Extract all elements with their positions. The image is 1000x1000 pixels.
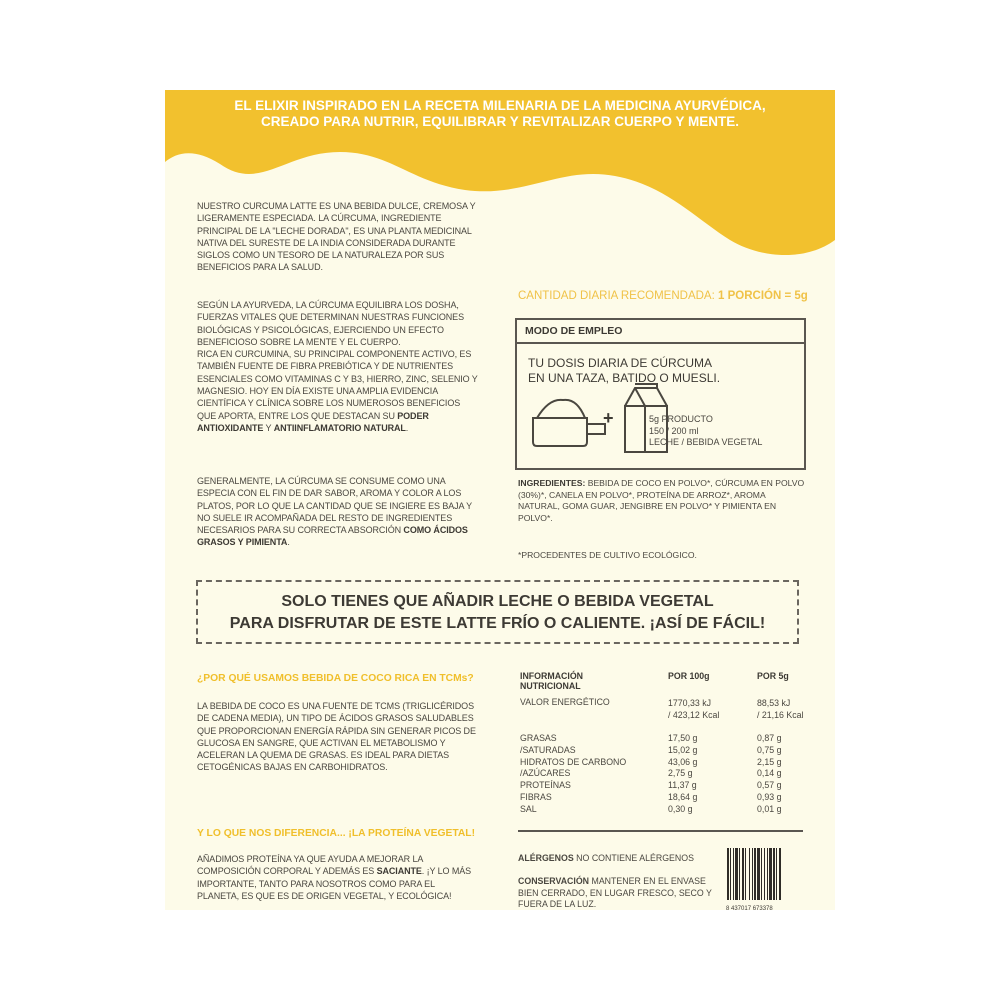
intro-paragraph-1: NUESTRO CURCUMA LATTE ES UNA BEBIDA DULCE, CREMOSA Y LIGERAMENTE ESPECIADA. LA CÚRCUMA, INGREDIENTE PRINCIPAL DE LA "LECHE DORADA", ES UNA PLANTA MEDICINAL NATIVA DEL SURESTE DE LA INDIA CONSIDERADA DURANTE SIGLOS COMO UN TESORO DE LA NATURALEZA POR SUS BENEFICIOS PARA LA SALUD. [197, 201, 476, 273]
header-line-2: CREADO PARA NUTRIR, EQUILIBRAR Y REVITALIZAR CUERPO Y MENTE. [260, 114, 740, 129]
highlight-acidos: COMO ÁCIDOS GRASOS Y PIMIENTA [197, 525, 468, 548]
recommended-dose [518, 290, 808, 302]
nutrient-per-100: 17,50 g [668, 733, 698, 743]
coco-title: ¿POR QUÉ USAMOS BEBIDA DE COCO RICA EN TCMs? [197, 673, 474, 684]
barcode-bars [726, 848, 803, 900]
recommended-label: CANTIDAD DIARIA RECOMENDADA: [518, 290, 718, 302]
barcode-number: 8 437017 673378 [726, 906, 773, 910]
nutrient-per-100: 2,75 g [668, 768, 693, 779]
ingredients-text: BEBIDA DE COCO EN POLVO*, CÚRCUMA EN POLVO (30%)*, CANELA EN POLVO*, PROTEÍNA DE ARROZ*, AROMA NATURAL, GOMA GUAR, JENGIBRE EN POLVO* Y PIMIENTA EN POLVO*. [518, 478, 805, 523]
product-label-panel [165, 90, 835, 910]
nutrient-per-5: 0,87 g [757, 733, 782, 743]
nutrient-label: HIDRATOS DE CARBONO [520, 756, 627, 767]
header-headline [165, 98, 835, 130]
modo-line-2: EN UNA TAZA, BATIDO O MUESLI. [528, 371, 721, 385]
nutrition-row [520, 745, 805, 757]
nutrition-header [520, 671, 805, 697]
intro-text-2 [197, 299, 479, 434]
energy-per-100 [668, 697, 719, 721]
nutrient-per-5: 0,93 g [757, 791, 782, 802]
intro-paragraph-3 [197, 348, 479, 434]
intro-p4-text: GENERALMENTE, LA CÚRCUMA SE CONSUME COMO UNA ESPECIA CON EL FIN DE DAR SABOR, AROMA Y COLOR A LOS PLATOS, POR LO QUE LA CANTIDAD QUE SE INGIERE ES BAJA Y NO SUELE IR ACOMPAÑADA DEL RESTO DE INGREDIENTES NECESARIOS PARA SU CORRECTA ABSORCIÓN [197, 476, 472, 536]
col-per-100g: POR 100g [668, 671, 710, 681]
intro-p3-end: . [405, 422, 409, 433]
ingredients [518, 478, 808, 524]
banner-line-2: PARA DISFRUTAR DE ESTE LATTE FRÍO O CALIENTE. ¡ASÍ DE FÁCIL! [229, 615, 766, 632]
energy-per-5 [757, 697, 803, 721]
nutrition-row [520, 792, 805, 804]
conservation [518, 876, 718, 910]
intro-p3-text: RICA EN CURCUMINA, SU PRINCIPAL COMPONENTE ACTIVO, ES TAMBIÉN FUENTE DE FIBRA PREBIÓTICA Y DE NUTRIENTES ESENCIALES COMO VITAMINAS C Y B3, HIERRO, ZINC, SELENIO Y MAGNESIO. HOY EN DÍA EXISTE UNA AMPLIA EVIDENCIA CIENTÍFICA Y CLÍNICA SOBRE LOS NUMEROSOS BENEFICIOS QUE APORTA, ENTRE LOS QUE DESTACAN SU [197, 349, 478, 421]
intro-p3-connector: Y [263, 422, 274, 433]
ingredients-label: INGREDIENTES: [518, 478, 586, 488]
product-quantities [649, 414, 762, 449]
allergens [518, 853, 694, 863]
coco-text: LA BEBIDA DE COCO ES UNA FUENTE DE TCMS (TRIGLICÉRIDOS DE CADENA MEDIA), UN TIPO DE ÁCIDOS GRASOS SALUDABLES QUE PROPORCIONAN ENERGÍA RÁPIDA SIN GENERAR PICOS DE GLUCOSA EN SANGRE, QUE ACTIVAN EL METABOLISMO Y ACELERAN LA QUEMA DE GRASAS. ES IDEAL PARA DIETAS CETOGÉNICAS BAJAS EN CARBOHIDRATOS. [197, 701, 476, 773]
highlight-antiinflamatorio: ANTIINFLAMATORIO NATURAL [273, 422, 406, 433]
nutrition-row [520, 757, 805, 769]
product-qty-1: 5g PRODUCTO [649, 414, 713, 424]
diferencia-text-c: . ¡Y LO MÁS IMPORTANTE, TANTO PARA NOSOTROS COMO PARA EL PLANETA, ES QUE ES DE ORIGEN VEGETAL, Y ECOLÓGICA! [197, 866, 472, 901]
highlight-saciante: SACIANTE [376, 866, 422, 877]
nutrient-per-100: 15,02 g [668, 744, 698, 755]
banner-line-1: SOLO TIENES QUE AÑADIR LECHE O BEBIDA VEGETAL [281, 593, 714, 610]
nutrient-label: SAL [520, 803, 537, 814]
scoop-icon [529, 390, 609, 450]
plus-sign: + [603, 408, 614, 428]
diferencia-text-a: AÑADIMOS PROTEÍNA YA QUE AYUDA A MEJORAR LA COMPOSICIÓN CORPORAL Y ADEMÁS ES [197, 854, 423, 877]
nutrient-per-100: 43,06 g [668, 756, 698, 767]
highlight-antioxidante: PODER ANTIOXIDANTE [197, 410, 429, 433]
modo-line-1: TU DOSIS DIARIA DE CÚRCUMA [528, 356, 713, 370]
nutrient-per-100: 0,30 g [668, 803, 693, 814]
modo-title: MODO DE EMPLEO [517, 320, 804, 344]
nutrient-label: PROTEÍNAS [520, 780, 571, 791]
barcode [726, 848, 803, 910]
nutrient-per-5: 0,01 g [757, 803, 782, 814]
nutrition-row [520, 733, 805, 745]
ingredients-note: *PROCEDENTES DE CULTIVO ECOLÓGICO. [518, 550, 697, 560]
nutrient-per-5: 0,75 g [757, 744, 782, 755]
allergens-label: ALÉRGENOS [518, 853, 574, 863]
intro-paragraph-4 [197, 475, 479, 549]
nutrition-header-label [520, 671, 583, 691]
intro-text-4 [197, 475, 479, 549]
energy-row [520, 697, 805, 733]
energy-100-kcal: / 423,12 Kcal [668, 710, 720, 720]
modo-de-empleo-box [515, 318, 806, 470]
nutrition-header-line-1: INFORMACIÓN [520, 671, 584, 681]
nutrition-row [520, 768, 805, 780]
energy-100-kj: 1770,33 kJ [668, 698, 712, 708]
energy-label: VALOR ENERGÉTICO [520, 697, 610, 707]
col-per-5g: POR 5g [757, 671, 789, 681]
nutrition-row [520, 804, 805, 816]
nutrition-divider [518, 830, 803, 832]
nutrient-per-5: 2,15 g [757, 756, 782, 767]
intro-text [197, 200, 479, 274]
product-qty-3: LECHE / BEBIDA VEGETAL [649, 437, 763, 447]
intro-p4-end: . [287, 537, 290, 548]
nutrient-label: /AZÚCARES [520, 768, 571, 779]
nutrient-per-100: 18,64 g [668, 791, 698, 802]
nutrient-per-5: 0,57 g [757, 780, 782, 791]
dashed-banner [196, 580, 799, 644]
nutrition-table [520, 671, 805, 816]
intro-paragraph-2: SEGÚN LA AYURVEDA, LA CÚRCUMA EQUILIBRA LOS DOSHA, FUERZAS VITALES QUE DETERMINAN NUESTRAS FUNCIONES BIOLÓGICAS Y PSICOLÓGICAS, EJERCIENDO UN EFECTO BENEFICIOSO SOBRE LA MENTE Y EL CUERPO. [197, 300, 464, 347]
nutrient-per-5: 0,14 g [757, 768, 782, 779]
nutrition-row [520, 780, 805, 792]
nutrient-label: GRASAS [520, 733, 557, 743]
nutrient-label: FIBRAS [520, 791, 552, 802]
nutrient-per-100: 11,37 g [668, 780, 697, 791]
conservation-text: MANTENER EN EL ENVASE BIEN CERRADO, EN LUGAR FRESCO, SECO Y FUERA DE LA LUZ. [518, 876, 712, 909]
product-qty-2: 150 / 200 ml [649, 425, 699, 436]
nutrition-rows [520, 733, 805, 816]
diferencia-title: Y LO QUE NOS DIFERENCIA... ¡LA PROTEÍNA VEGETAL! [197, 828, 476, 839]
nutrient-label: /SATURADAS [520, 744, 576, 755]
allergens-text: NO CONTIENE ALÉRGENOS [573, 853, 694, 863]
energy-5-kj: 88,53 kJ [757, 698, 791, 708]
nutrition-header-line-2: NUTRICIONAL [520, 681, 581, 691]
header-line-1: EL ELIXIR INSPIRADO EN LA RECETA MILENARIA DE LA MEDICINA AYURVÉDICA, [234, 98, 766, 113]
conservation-label: CONSERVACIÓN [518, 876, 590, 886]
diferencia-text [197, 853, 479, 902]
energy-5-kcal: / 21,16 Kcal [757, 710, 804, 720]
recommended-value: 1 PORCIÓN = 5g [718, 290, 808, 302]
